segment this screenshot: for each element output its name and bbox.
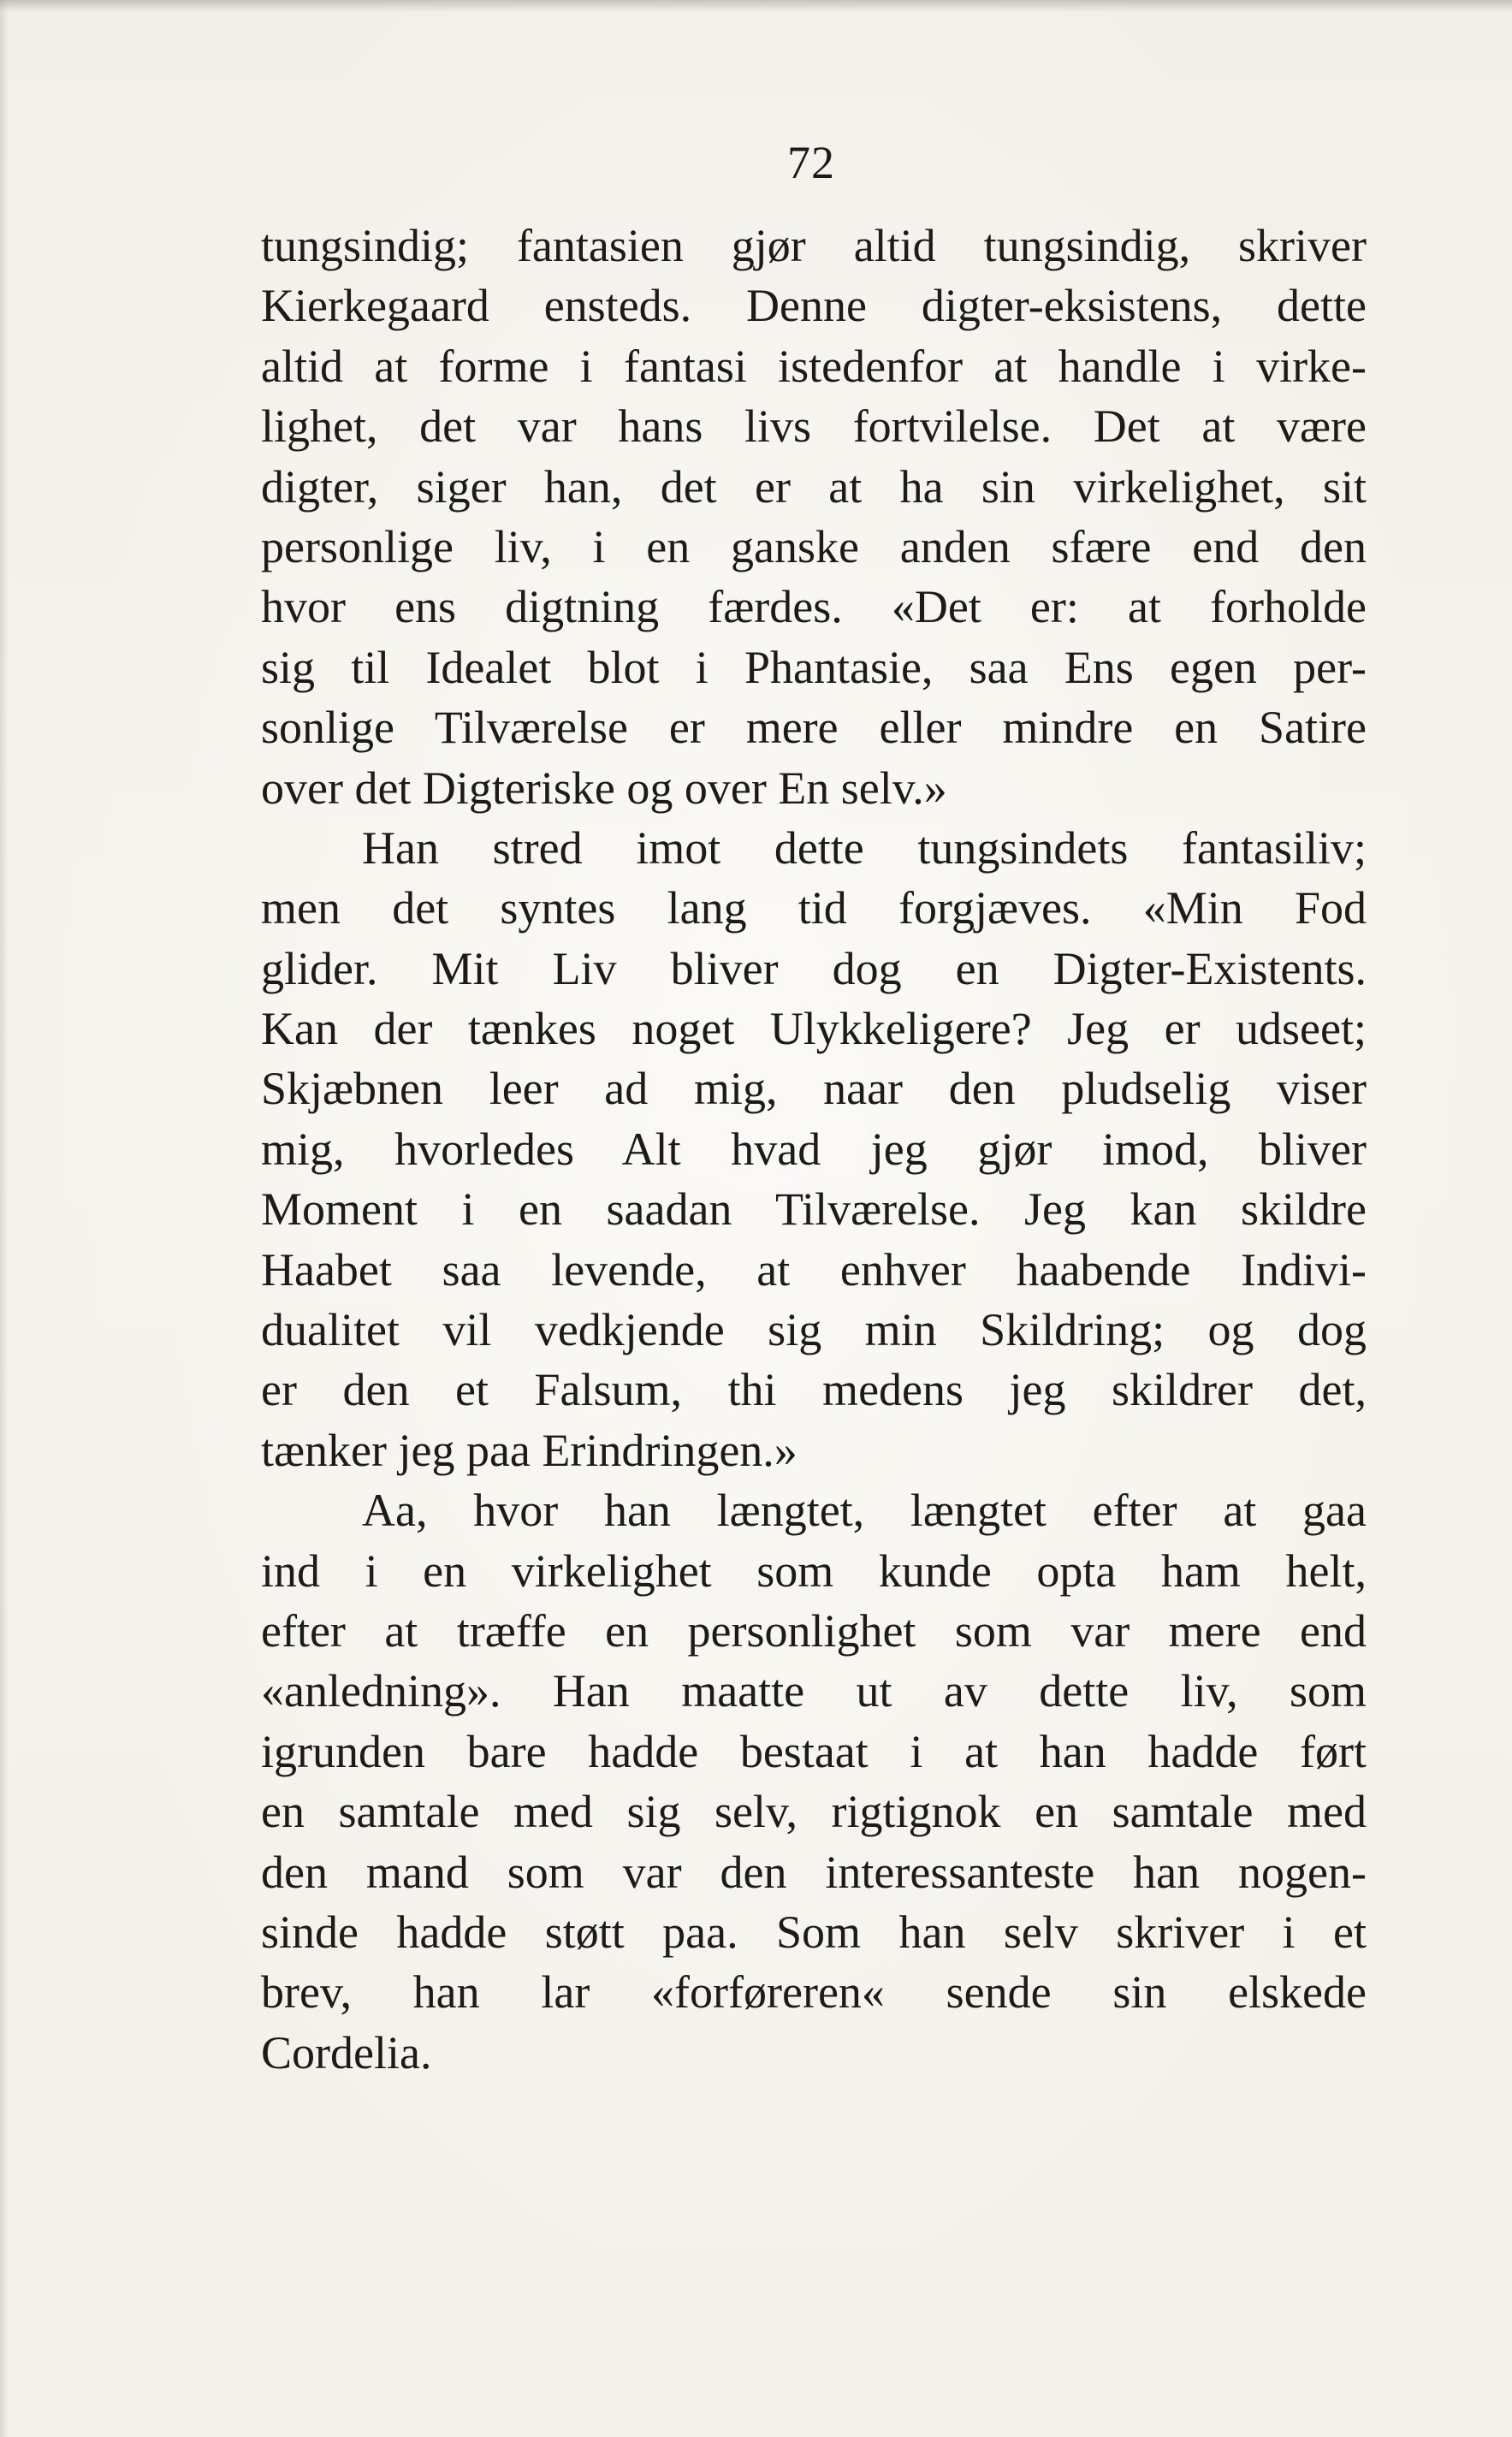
- text-line: efter at træffe en personlighet som var mere end: [261, 1604, 1367, 1657]
- text-line: Kierkegaard ensteds. Denne digter-eksistens, dette: [261, 280, 1367, 332]
- text-line: mig, hvorledes Alt hvad jeg gjør imod, bliver: [261, 1123, 1367, 1175]
- text-line: Skjæbnen leer ad mig, naar den pludselig viser: [261, 1063, 1367, 1115]
- paragraph-start-line: Han stred imot dette tungsindets fantasiliv;: [362, 821, 1367, 874]
- page-top-edge-shadow: [0, 0, 1512, 12]
- paragraph-end-line: Cordelia.: [261, 2026, 432, 2078]
- text-line: altid at forme i fantasi istedenfor at handle i virke-: [261, 340, 1367, 392]
- text-line: den mand som var den interessanteste han nogen-: [261, 1846, 1367, 1898]
- text-line: personlige liv, i en ganske anden sfære end den: [261, 520, 1367, 572]
- text-line: sig til Idealet blot i Phantasie, saa Ens egen per-: [261, 641, 1367, 693]
- body-text: [261, 216, 1367, 2083]
- text-line: digter, siger han, det er at ha sin virkelighet, sit: [261, 460, 1367, 513]
- text-line: glider. Mit Liv bliver dog en Digter-Existents.: [261, 942, 1367, 994]
- text-line: igrunden bare hadde bestaat i at han hadde ført: [261, 1725, 1367, 1777]
- text-line: men det syntes lang tid forgjæves. «Min Fod: [261, 882, 1367, 934]
- page-left-edge-shadow: [0, 0, 9, 2437]
- text-line: er den et Falsum, thi medens jeg skildrer det,: [261, 1364, 1367, 1416]
- page-number: 72: [787, 137, 835, 188]
- text-line: en samtale med sig selv, rigtignok en samtale med: [261, 1786, 1367, 1838]
- text-line: brev, han lar «forføreren« sende sin elskede: [261, 1966, 1367, 2019]
- paragraph-end-line: tænker jeg paa Erindringen.»: [261, 1424, 798, 1476]
- text-line: sinde hadde støtt paa. Som han selv skriver i et: [261, 1906, 1367, 1958]
- text-line: «anledning». Han maatte ut av dette liv, som: [261, 1665, 1367, 1717]
- paragraph-start-line: Aa, hvor han længtet, længtet efter at gaa: [362, 1485, 1367, 1537]
- paragraph-end-line: over det Digteriske og over En selv.»: [261, 762, 947, 814]
- text-line: Kan der tænkes noget Ulykkeligere? Jeg er udseet;: [261, 1003, 1367, 1055]
- text-line: sonlige Tilværelse er mere eller mindre en Satire: [261, 702, 1367, 754]
- text-line: hvor ens digtning færdes. «Det er: at forholde: [261, 581, 1367, 633]
- text-line: Haabet saa levende, at enhver haabende Indivi-: [261, 1243, 1367, 1296]
- text-line: ind i en virkelighet som kunde opta ham helt,: [261, 1545, 1367, 1597]
- text-line: tungsindig; fantasien gjør altid tungsindig, skriver: [261, 220, 1367, 271]
- text-line: Moment i en saadan Tilværelse. Jeg kan skildre: [261, 1183, 1367, 1236]
- text-line: lighet, det var hans livs fortvilelse. Det at være: [261, 400, 1367, 453]
- text-line: dualitet vil vedkjende sig min Skildring; og dog: [261, 1304, 1367, 1356]
